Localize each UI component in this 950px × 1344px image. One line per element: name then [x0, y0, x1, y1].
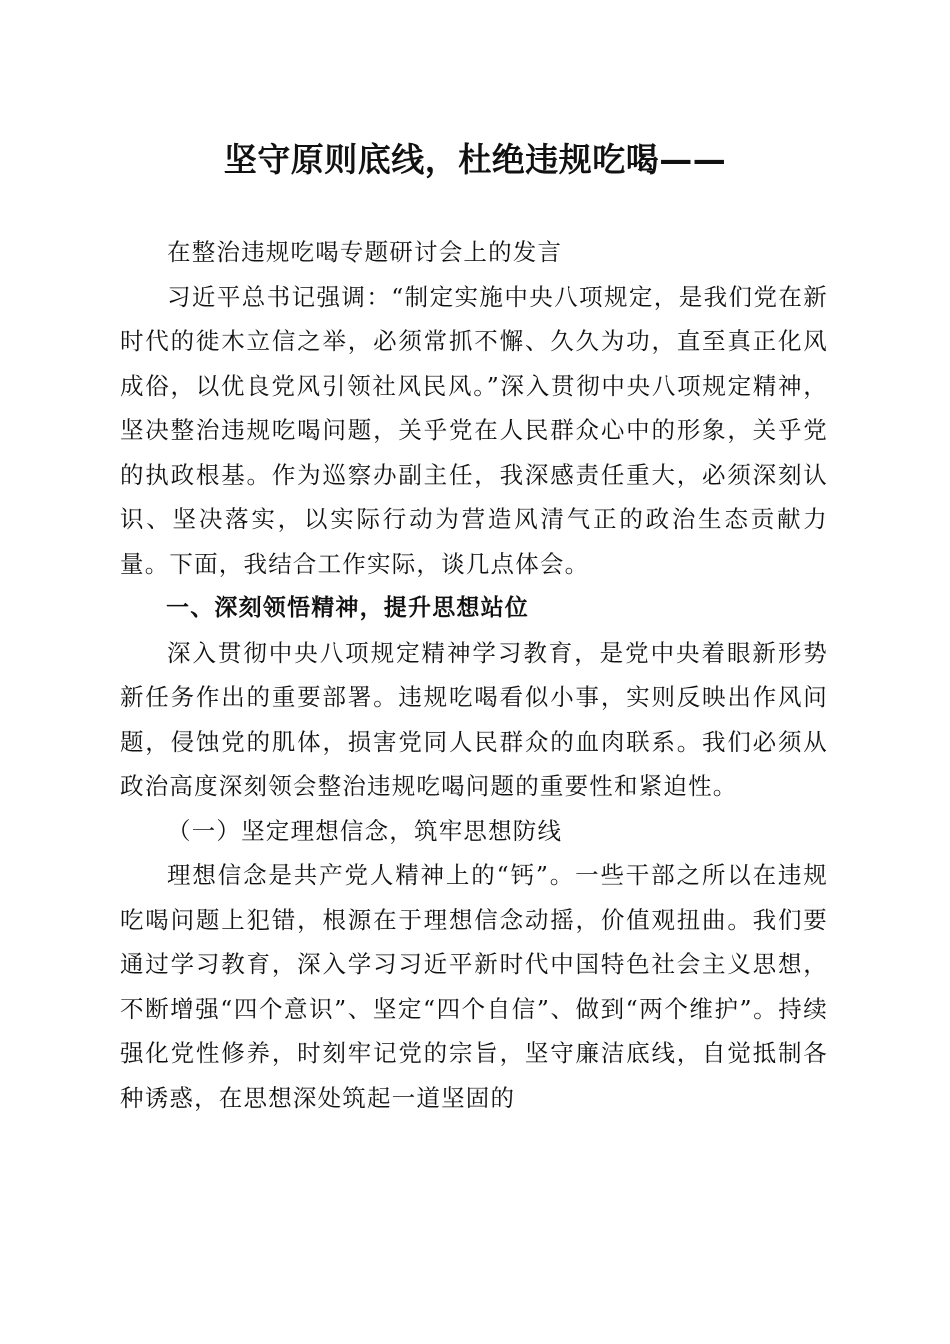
- intro-paragraph: 习近平总书记强调：“制定实施中央八项规定，是我们党在新时代的徙木立信之举，必须常抓不懈、久久为功，直至真正化风成俗，以优良党风引领社风民风。”深入贯彻中央八项规定精神，坚决整治违规吃喝问题，关乎党在人民群众心中的形象，关乎党的执政根基。作为巡察办副主任，我深感责任重大，必须深刻认识、坚决落实，以实际行动为营造风清气正的政治生态贡献力量。下面，我结合工作实际，谈几点体会。: [120, 282, 828, 578]
- document-subtitle: 在整治违规吃喝专题研讨会上的发言: [167, 238, 563, 266]
- subsection-heading-1: （一）坚定理想信念，筑牢思想防线: [167, 816, 563, 845]
- document-body: [120, 230, 828, 1120]
- document-title: 坚守原则底线，杜绝违规吃喝——: [223, 140, 727, 179]
- section-1-paragraph: 深入贯彻中央八项规定精神学习教育，是党中央着眼新形势新任务作出的重要部署。违规吃喝看似小事，实则反映出作风问题，侵蚀党的肌体，损害党同人民群众的血肉联系。我们必须从政治高度深刻领会整治违规吃喝问题的重要性和紧迫性。: [120, 638, 828, 800]
- subsection-1-paragraph: 理想信念是共产党人精神上的“钙”。一些干部之所以在违规吃喝问题上犯错，根源在于理想信念动摇，价值观扭曲。我们要通过学习教育，深入学习习近平新时代中国特色社会主义思想，不断增强“四个意识”、坚定“四个自信”、做到“两个维护”。持续强化党性修养，时刻牢记党的宗旨，坚守廉洁底线，自觉抵制各种诱惑，在思想深处筑起一道坚固的: [120, 861, 828, 1112]
- section-heading-1: 一、深刻领悟精神，提升思想站位: [166, 595, 529, 621]
